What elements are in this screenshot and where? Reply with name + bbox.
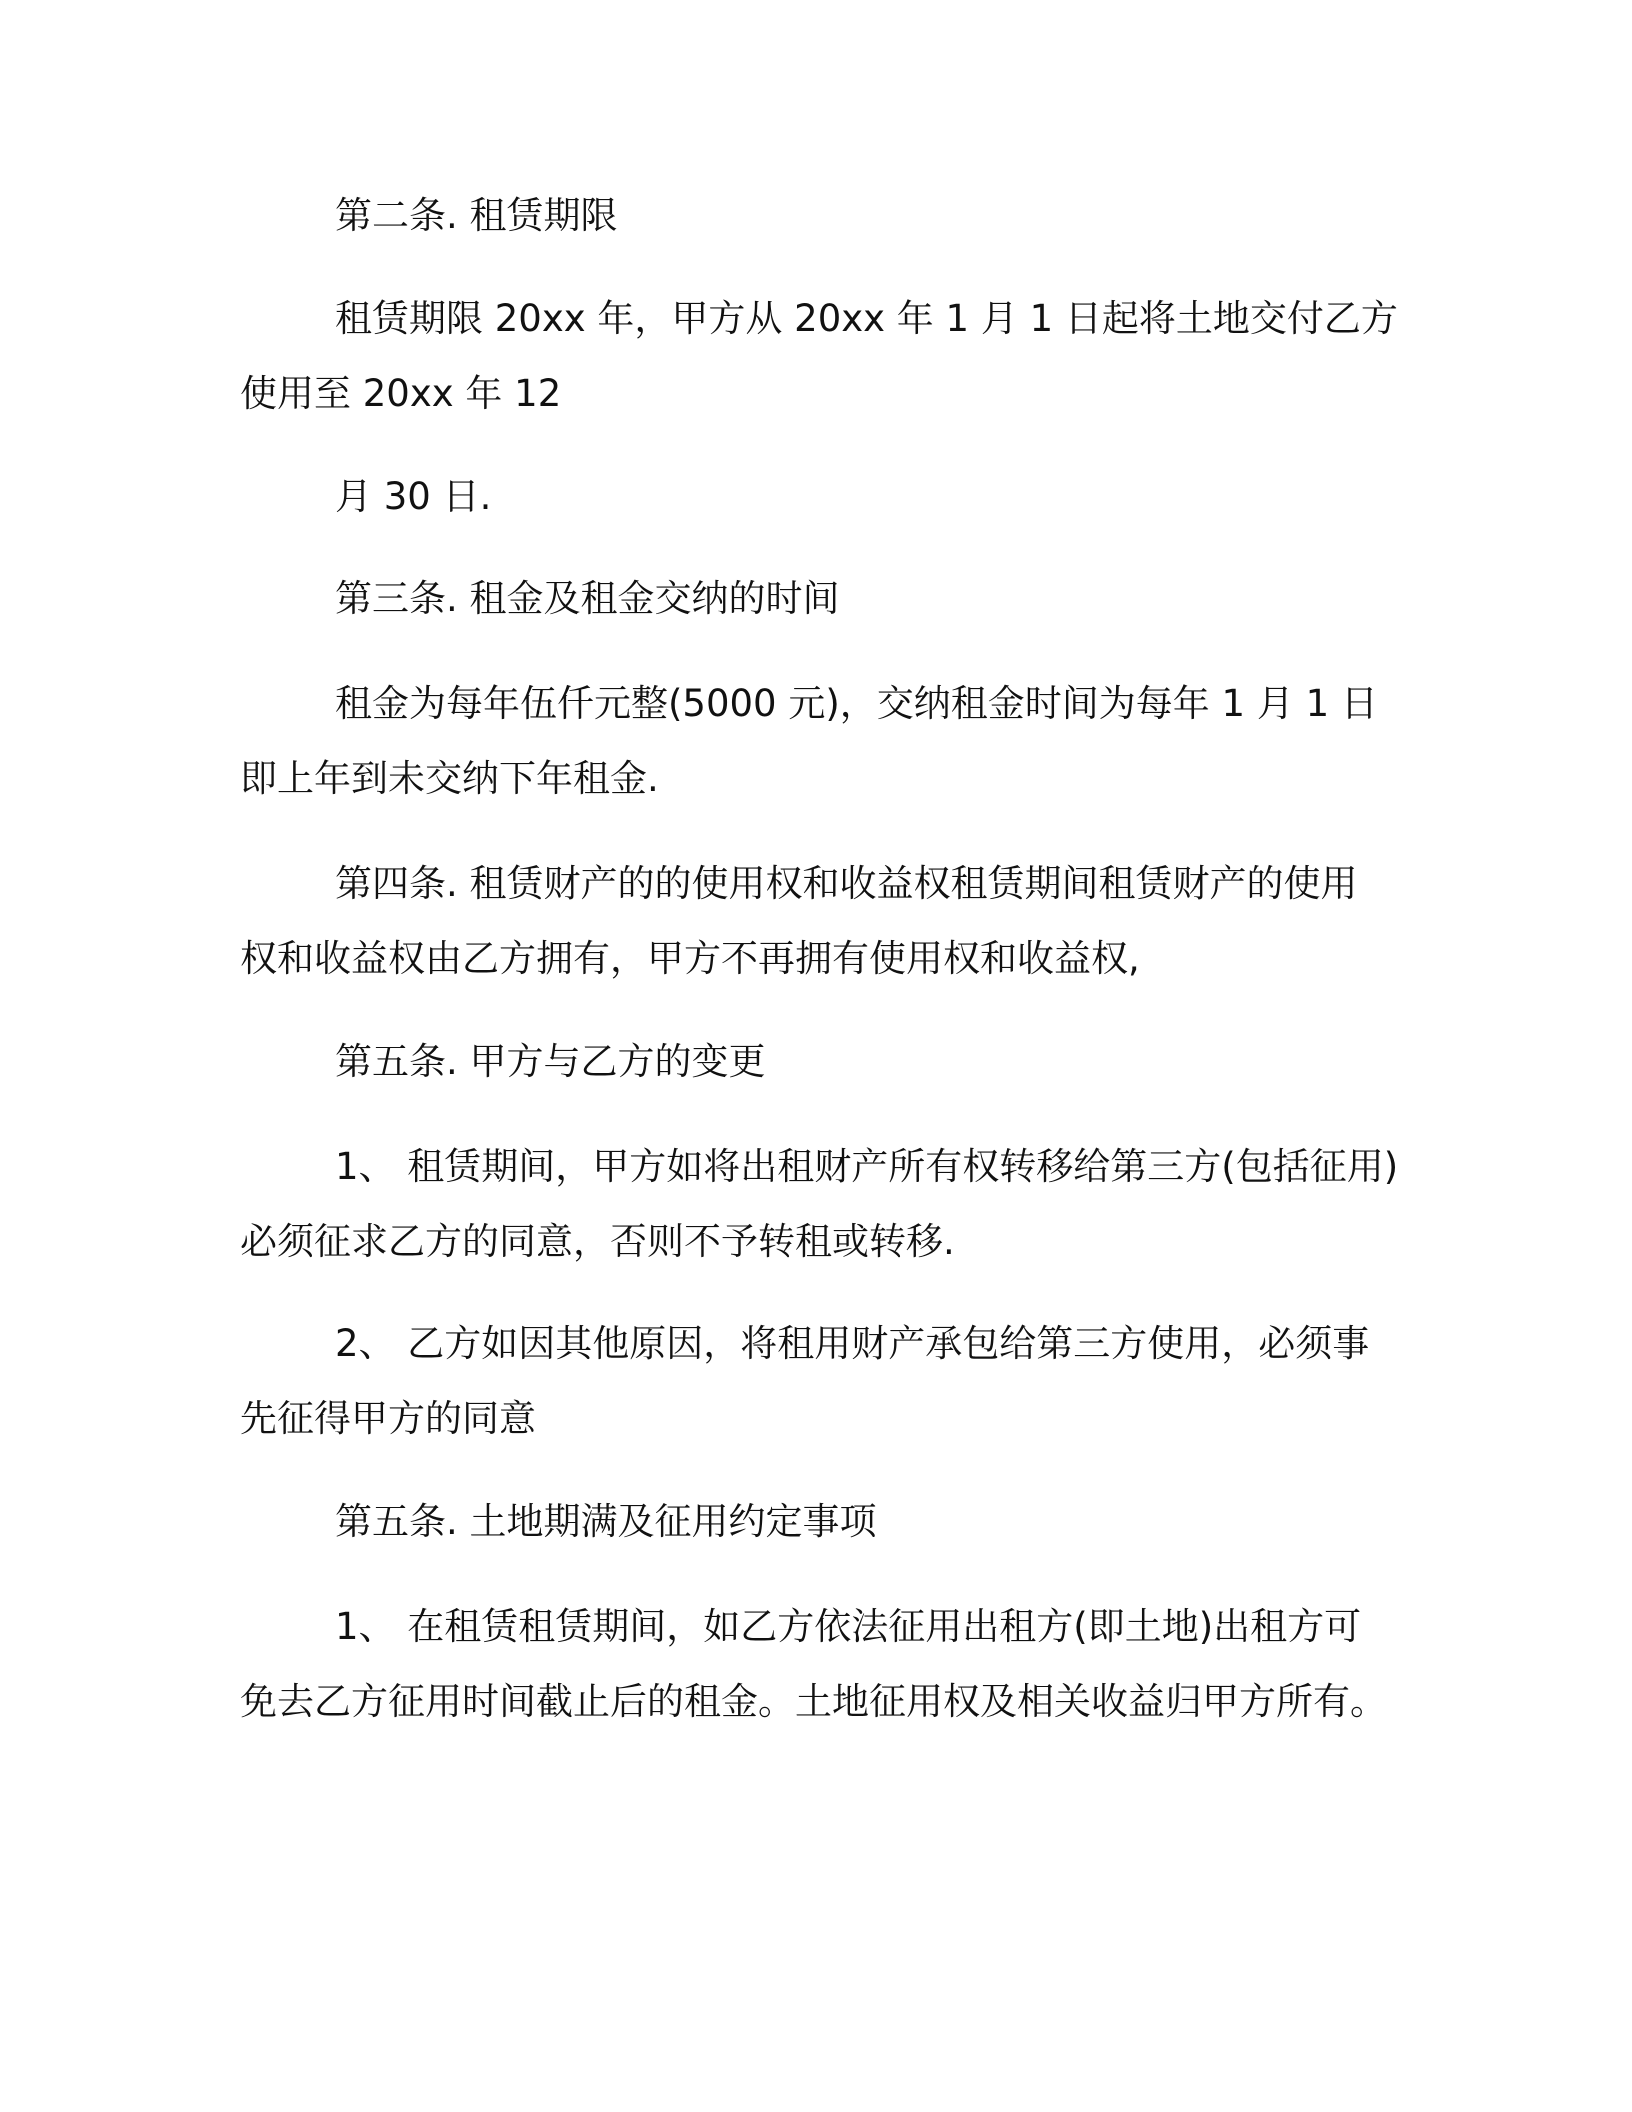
article-2-heading: 第二条. 租赁期限 [335,194,618,237]
article-5-item-1-line-2: 必须征求乙方的同意，否则不予转租或转移. [240,1220,955,1263]
article-4-line-2: 权和收益权由乙方拥有，甲方不再拥有使用权和收益权, [240,937,1140,980]
article-2-text-line-1: 租赁期限 20xx 年，甲方从 20xx 年 1 月 1 日起将土地交付乙方 [335,297,1398,340]
article-3-text-line-2: 即上年到未交纳下年租金. [240,757,659,800]
article-5b-heading: 第五条. 土地期满及征用约定事项 [335,1500,877,1543]
article-2-text-line-2: 使用至 20xx 年 12 [240,372,562,415]
article-5-item-1-line-1: 1、 租赁期间，甲方如将出租财产所有权转移给第三方(包括征用) [335,1145,1399,1188]
article-2-text-line-3: 月 30 日. [335,475,492,518]
article-5-heading: 第五条. 甲方与乙方的变更 [335,1040,766,1083]
article-5b-item-1-line-2: 免去乙方征用时间截止后的租金。土地征用权及相关收益归甲方所有。 [240,1680,1387,1723]
article-5-item-2-line-1: 2、 乙方如因其他原因，将租用财产承包给第三方使用，必须事 [335,1322,1370,1365]
article-4-line-1: 第四条. 租赁财产的的使用权和收益权租赁期间租赁财产的使用 [335,862,1358,905]
article-5b-item-1-line-1: 1、 在租赁租赁期间，如乙方依法征用出租方(即土地)出租方可 [335,1605,1362,1648]
article-5-item-2-line-2: 先征得甲方的同意 [240,1397,536,1440]
article-3-heading: 第三条. 租金及租金交纳的时间 [335,577,840,620]
article-3-text-line-1: 租金为每年伍仟元整(5000 元)，交纳租金时间为每年 1 月 1 日 [335,682,1378,725]
